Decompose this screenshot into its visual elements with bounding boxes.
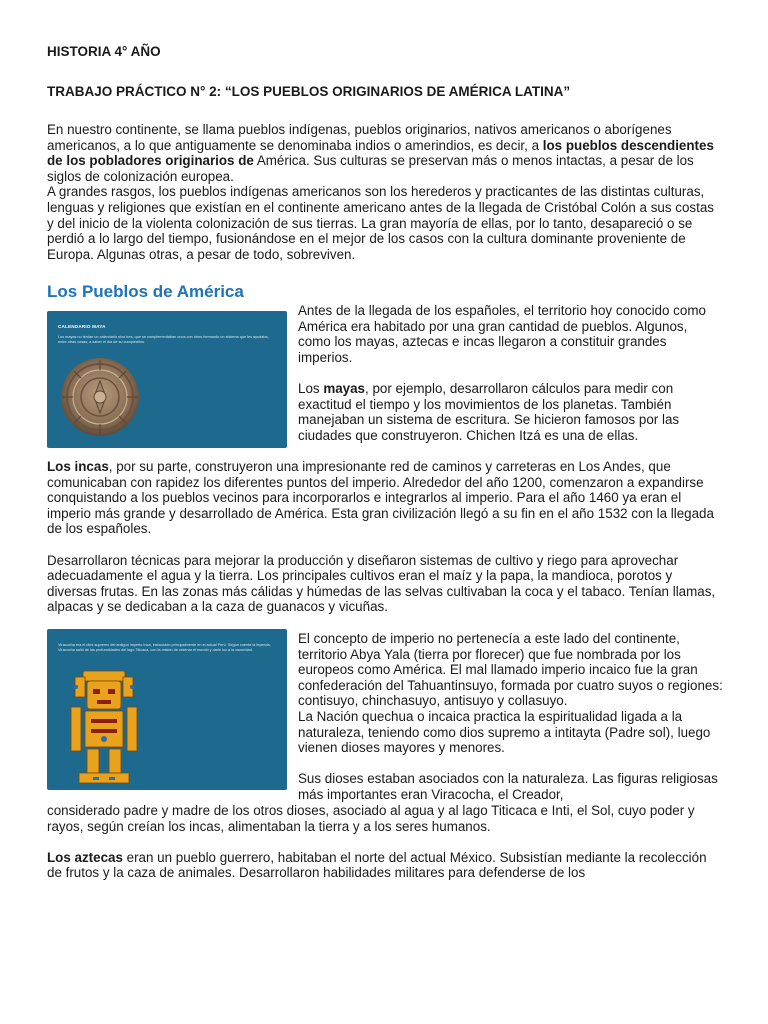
dioses-paragraph-end: considerado padre y madre de los otros dioses, asociado al agua y al lago Titicaca e Inti, el Sol, cuyo poder y rayos, según creían los incas, alimentaban la tierra y a los seres humanos. <box>47 803 695 834</box>
intro-paragraph-1 <box>47 122 723 184</box>
imperio-paragraph: El concepto de imperio no pertenecía a este lado del continente, territorio Abya Yala (tierra por florecer) que fue nombrada por los europeos como América. El mal llamado imperio incaico fue la gran confederación del Tahuantinsuyo, formada por cuatro suyos o regiones: contisuyo, chinchasuyo, antisuyo y collasuyo. <box>298 631 723 709</box>
aztec-sun-stone-icon <box>60 357 140 437</box>
mayas-paragraph <box>298 381 722 443</box>
incas-bold: Los incas <box>47 459 109 474</box>
americas-intro-paragraph: Antes de la llegada de los españoles, el territorio hoy conocido como América era habitado por una gran cantidad de pueblos. Algunos, como los mayas, aztecas e incas llegaron a constituir grandes imperios. <box>298 303 706 365</box>
incas-block <box>47 459 723 615</box>
intro-text: En nuestro continente, se llama pueblos indígenas, pueblos originarios, nativos americanos o aborígenes americanos, a lo que antiguamente se denominaba indios o amerindios, es decir, a <box>47 122 672 153</box>
tecnicas-paragraph: Desarrollaron técnicas para mejorar la producción y diseñaron sistemas de cultivo y riego para aprovechar adecuadamente el agua y la tierra. Los principales cultivos eran el maíz y la papa, la mandioca, porotos y diversas frutas. En las zonas más cálidas y húmedas de las selvas cultivaban la coca y el tabaco. Tenían llamas, alpacas y se dedicaban a la caza de guanacos y vicuñas. <box>47 552 716 615</box>
mayas-bold: mayas <box>323 380 366 396</box>
aztecas-text: eran un pueblo guerrero, habitaban el norte del actual México. Subsistían mediante la recolección de frutos y la caza de animales. Desarrollaron habilidades militares para defenderse de los <box>47 849 707 881</box>
dioses-continuation-block <box>47 803 723 881</box>
quechua-paragraph: La Nación quechua o incaica practica la espiritualidad ligada a la naturaleza, teniendo como dios supremo a intitayta (Padre sol), luego vienen dioses mayores y menores. <box>298 708 711 756</box>
subject-heading: HISTORIA 4° AÑO <box>47 44 161 59</box>
viracocha-card <box>47 629 287 790</box>
assignment-title: TRABAJO PRÁCTICO N° 2: “LOS PUEBLOS ORIGINARIOS DE AMÉRICA LATINA” <box>47 84 571 99</box>
viracocha-figure-icon <box>69 669 139 785</box>
intro-text-end: América. Sus culturas se preservan más o menos intactas, a pesar de los siglos de colonización europea. <box>47 153 694 184</box>
americas-column <box>298 303 722 443</box>
intro-bold-text: los pueblos descendientes de los pobladores originarios de <box>47 137 714 169</box>
maya-calendar-card <box>47 311 287 448</box>
dioses-paragraph-start: Sus dioses estaban asociados con la naturaleza. Las figuras religiosas más importantes eran Viracocha, el Creador, <box>298 771 718 802</box>
mayas-text: , por ejemplo, desarrollaron cálculos para medir con exactitud el tiempo y los movimientos de los planetas. También manejaban un sistema de escritura. Se hicieron famosos por las ciudades que construyeron. Chichen Itzá es una de ellas. <box>298 380 680 443</box>
mayas-text-start: Los <box>298 380 324 396</box>
aztecas-bold: Los aztecas <box>47 849 123 865</box>
incas-text: , por su parte, construyeron una impresionante red de caminos y carreteras en Los Andes, que comunicaban con rapidez los diferentes puntos del imperio. Alrededor del año 1200, comenzaron a expandirse conquistando a los pueblos vecinos para incorporarlos e integrarlos al imperio. Para el año 1460 ya eran el imperio más grande y desarrollado de América. Esta gran civilización llegó a su fin en el año 1532 con la llegada de los españoles. <box>47 459 714 537</box>
intro-block <box>47 122 723 262</box>
maya-card-title: CALENDARIO MAYA <box>58 324 106 329</box>
incas-paragraph <box>47 459 723 537</box>
section-title: Los Pueblos de América <box>47 282 244 301</box>
inca-card-text: Viracocha era el dios supremo del antiguo imperio Inca, instaurado principalmente en el actual Perú. Según cuenta la leyenda, Viracocha salió de las profundidades del lago Titicaca, con la misión de ordenar el mundo y darle luz a la oscuridad. <box>58 643 271 652</box>
imperio-column <box>298 631 724 803</box>
aztecas-paragraph <box>47 850 723 881</box>
intro-paragraph-2: A grandes rasgos, los pueblos indígenas americanos son los herederos y practicantes de las distintas culturas, lenguas y religiones que existían en el continente americano antes de la llegada de Cristóbal Colón a sus costas y del inicio de la violenta colonización de sus tierras. La gran mayoría de ellas, por lo tanto, desapareció o se perdió a lo largo del tiempo, fusionándose en el mejor de los casos con la cultura dominante proveniente de Europa. Algunas otras, a pesar de todo, sobreviven. <box>47 184 714 262</box>
maya-card-text: Los mayas no tenían un calendario sino tres, que se complementaban unos con otros formando un sistema que les ayudaba, entre otras cosas, a saber el día de su cumpleaños. <box>58 335 269 344</box>
